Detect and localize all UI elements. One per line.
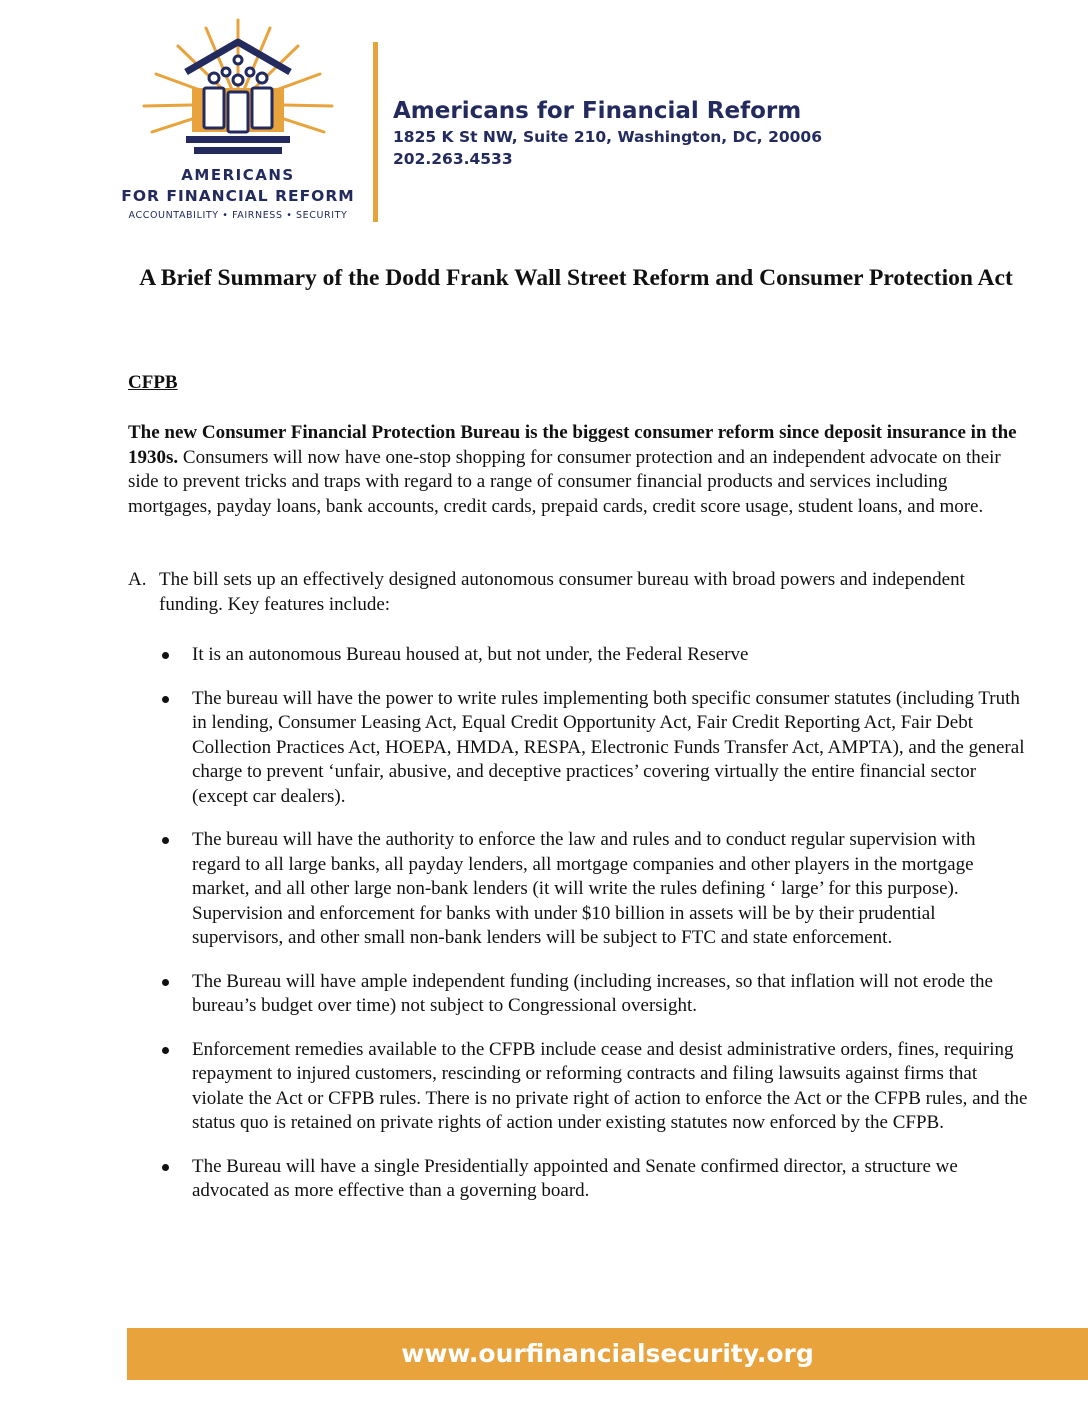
organization-phone: 202.263.4533 bbox=[393, 150, 513, 168]
footer-bar bbox=[127, 1328, 1088, 1380]
list-item bbox=[160, 643, 1028, 668]
logo-tagline: ACCOUNTABILITY • FAIRNESS • SECURITY bbox=[128, 210, 348, 221]
section-heading-cfpb: CFPB bbox=[128, 372, 178, 393]
bullet-icon bbox=[162, 1047, 169, 1054]
bullet-text: It is an autonomous Bureau housed at, but not under, the Federal Reserve bbox=[192, 644, 749, 665]
header-divider bbox=[373, 42, 378, 222]
intro-body: Consumers will now have one-stop shopping for consumer protection and an independent advocate on their side to prevent tricks and traps with regard to a range of consumer financial products and services including mortgages, payday loans, bank accounts, credit cards, prepaid cards, credit score usage, student loans, and more. bbox=[128, 446, 1001, 517]
list-item-a-text: The bill sets up an effectively designed autonomous consumer bureau with broad powers and independent funding. Key features include: bbox=[159, 569, 965, 615]
bullet-text: The Bureau will have ample independent funding (including increases, so that inflation will not erode the bureau’s budget over time) not subject to Congressional oversight. bbox=[192, 970, 993, 1016]
document-title: A Brief Summary of the Dodd Frank Wall Street Reform and Consumer Protection Act bbox=[139, 265, 1013, 291]
list-item bbox=[160, 828, 1028, 951]
list-item bbox=[160, 970, 1028, 1019]
logo-emblem-icon bbox=[118, 14, 358, 164]
bullet-text: The bureau will have the power to write rules implementing both specific consumer statutes (including Truth in lending, Consumer Leasing Act, Equal Credit Opportunity Act, Fair Credit Reporting Act, Fair Debt Collection Practices Act, HOEPA, HMDA, RESPA, Electronic Funds Transfer Act, AMPTA), and the general charge to prevent ‘unfair, abusive, and deceptive practices’ covering virtually the entire financial sector (except car dealers). bbox=[192, 687, 1025, 807]
organization-name: Americans for Financial Reform bbox=[393, 98, 802, 124]
bullet-text: The bureau will have the authority to enforce the law and rules and to conduct regular supervision with regard to all large banks, all payday lenders, all mortgage companies and other players in the mortgage market, and all other large non-bank lenders (it will write the rules defining ‘ large’ for this purpose). Supervision and enforcement for banks with under $10 billion in assets will be by their prudential supervisors, and other small non-bank lenders will be subject to FTC and state enforcement. bbox=[192, 829, 976, 948]
list-item bbox=[160, 1155, 1028, 1204]
bullet-icon bbox=[162, 979, 169, 986]
bullet-icon bbox=[162, 696, 169, 703]
key-features-list bbox=[160, 643, 1028, 1223]
bullet-text: The Bureau will have a single Presidentially appointed and Senate confirmed director, a structure we advocated as more effective than a governing board. bbox=[192, 1155, 958, 1201]
logo-wordmark-line2: FOR FINANCIAL REFORM bbox=[121, 187, 355, 205]
intro-bold-lead: The new Consumer Financial Protection Bureau is the biggest consumer reform since deposit insurance in the 1930s. bbox=[128, 422, 1017, 468]
footer-website-url: www.ourfinancialsecurity.org bbox=[401, 1339, 814, 1368]
organization-address: 1825 K St NW, Suite 210, Washington, DC, 20006 bbox=[393, 128, 823, 146]
list-item bbox=[160, 1038, 1028, 1136]
bullet-icon bbox=[162, 837, 169, 844]
intro-paragraph bbox=[128, 421, 1028, 519]
list-item-a-marker: A. bbox=[128, 569, 147, 590]
afr-logo bbox=[118, 14, 358, 228]
bullet-icon bbox=[162, 1164, 169, 1171]
letterhead bbox=[0, 0, 1088, 240]
bullet-icon bbox=[162, 652, 169, 659]
logo-wordmark-line1: AMERICANS bbox=[181, 166, 295, 184]
list-item bbox=[160, 687, 1028, 810]
list-item-a bbox=[128, 568, 1028, 617]
bullet-text: Enforcement remedies available to the CFPB include cease and desist administrative orders, fines, requiring repayment to injured customers, rescinding or reforming contracts and filing lawsuits against firms that violate the Act or CFPB rules. There is no private right of action to enforce the Act or the CFPB rules, and the status quo is retained on private rights of action under existing statutes now enforced by the CFPB. bbox=[192, 1038, 1028, 1133]
